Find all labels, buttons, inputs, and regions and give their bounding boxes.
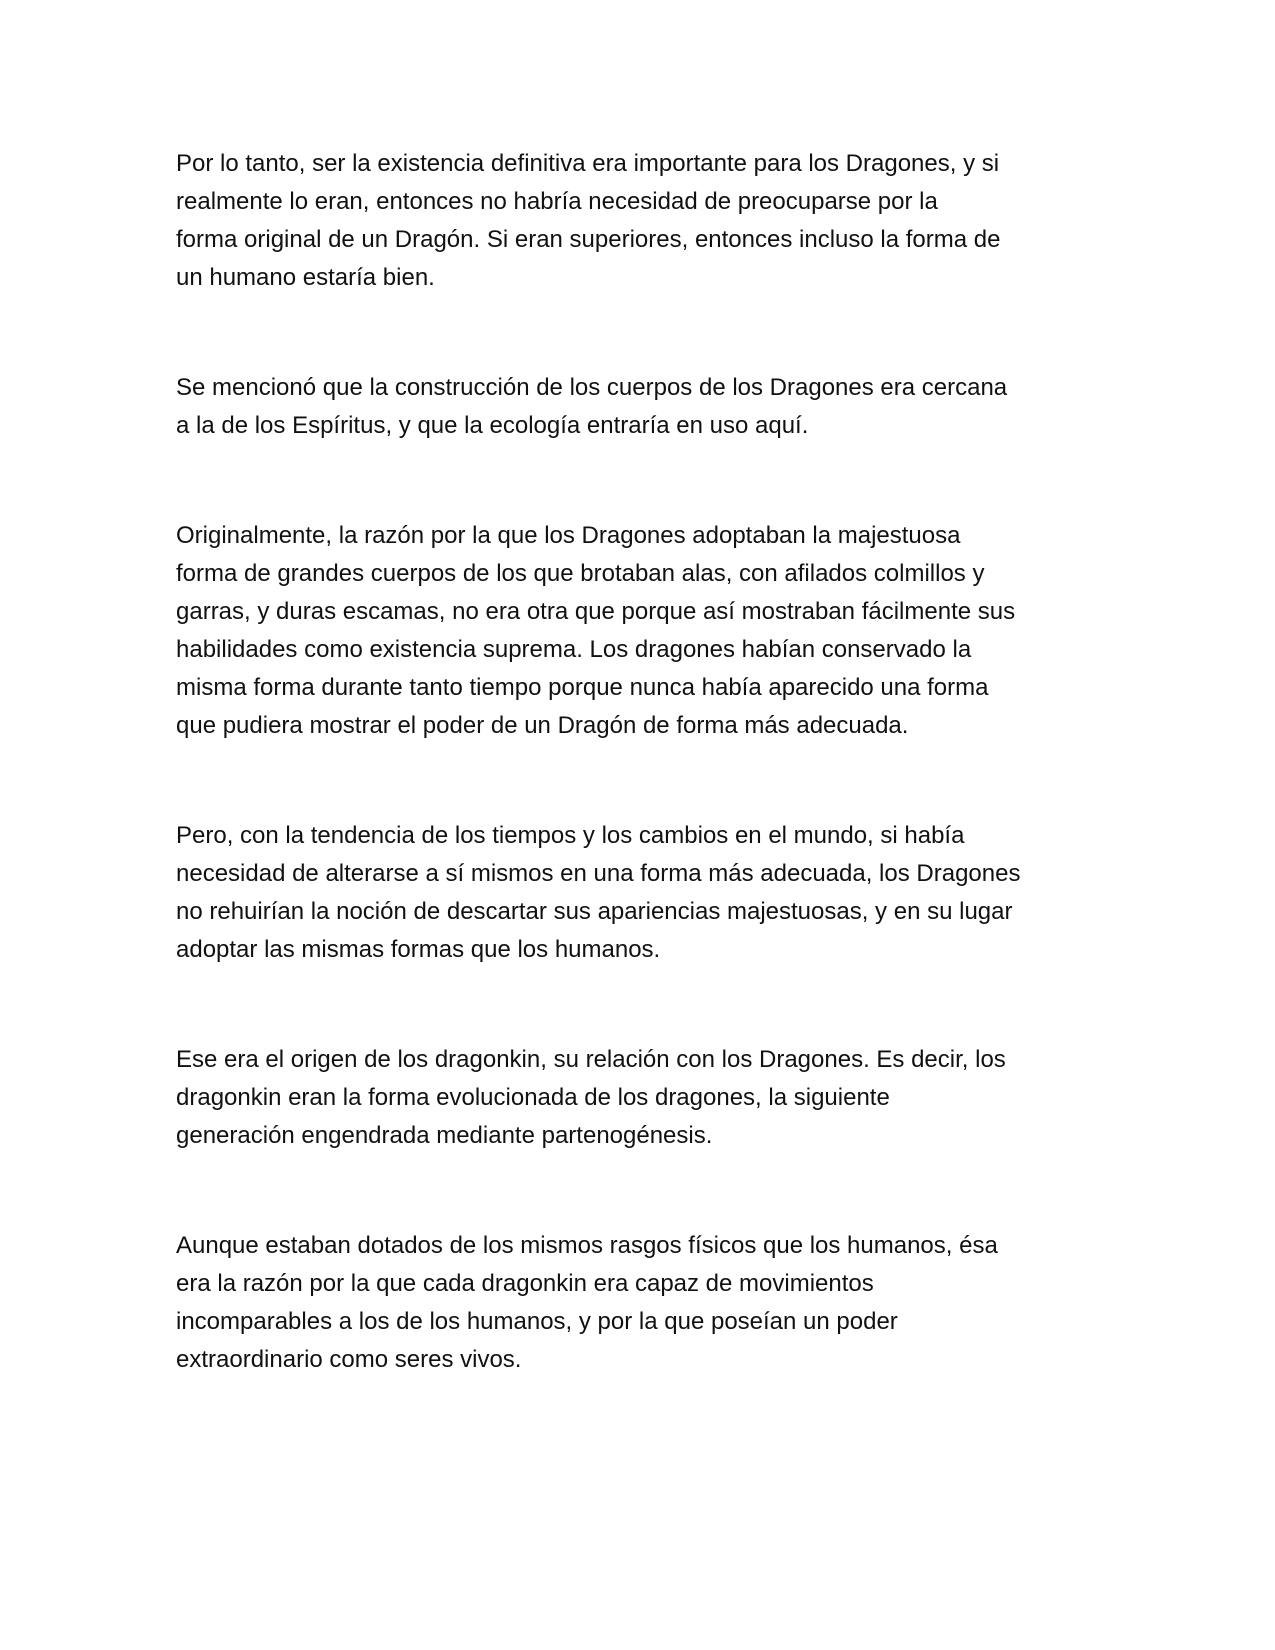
paragraph-line: Pero, con la tendencia de los tiempos y los cambios en el mundo, si había <box>176 822 965 849</box>
paragraph-line: era la razón por la que cada dragonkin era capaz de movimientos <box>176 1270 874 1297</box>
paragraph-line: garras, y duras escamas, no era otra que porque así mostraban fácilmente sus <box>176 598 1016 625</box>
paragraph-line: necesidad de alterarse a sí mismos en una forma más adecuada, los Dragones <box>176 860 1021 887</box>
paragraph-line: Aunque estaban dotados de los mismos rasgos físicos que los humanos, ésa <box>176 1232 998 1259</box>
paragraph-line: forma de grandes cuerpos de los que brotaban alas, con afilados colmillos y <box>176 560 985 587</box>
paragraph-line: un humano estaría bien. <box>176 264 435 291</box>
paragraph-line: dragonkin eran la forma evolucionada de los dragones, la siguiente <box>176 1084 890 1111</box>
paragraph-line: generación engendrada mediante partenogénesis. <box>176 1122 713 1149</box>
paragraph-line: Por lo tanto, ser la existencia definitiva era importante para los Dragones, y si <box>176 150 1000 177</box>
paragraph-1 <box>176 145 1101 297</box>
paragraph-2 <box>176 369 1101 445</box>
paragraph-line: Se mencionó que la construcción de los cuerpos de los Dragones era cercana <box>176 374 1008 401</box>
paragraph-4 <box>176 817 1101 969</box>
paragraph-line: no rehuirían la noción de descartar sus apariencias majestuosas, y en su lugar <box>176 898 1013 925</box>
paragraph-line: incomparables a los de los humanos, y por la que poseían un poder <box>176 1308 898 1335</box>
paragraph-line: a la de los Espíritus, y que la ecología entraría en uso aquí. <box>176 412 809 439</box>
paragraph-line: misma forma durante tanto tiempo porque nunca había aparecido una forma <box>176 674 989 701</box>
paragraph-line: que pudiera mostrar el poder de un Dragón de forma más adecuada. <box>176 712 909 739</box>
paragraph-line: Originalmente, la razón por la que los Dragones adoptaban la majestuosa <box>176 522 961 549</box>
document-body <box>176 145 1101 1379</box>
paragraph-3 <box>176 517 1101 745</box>
paragraph-line: extraordinario como seres vivos. <box>176 1346 522 1373</box>
paragraph-line: Ese era el origen de los dragonkin, su relación con los Dragones. Es decir, los <box>176 1046 1006 1073</box>
paragraph-line: forma original de un Dragón. Si eran superiores, entonces incluso la forma de <box>176 226 1001 253</box>
paragraph-line: adoptar las mismas formas que los humanos. <box>176 936 661 963</box>
paragraph-line: realmente lo eran, entonces no habría necesidad de preocuparse por la <box>176 188 938 215</box>
paragraph-6 <box>176 1227 1101 1379</box>
paragraph-line: habilidades como existencia suprema. Los dragones habían conservado la <box>176 636 972 663</box>
paragraph-5 <box>176 1041 1101 1155</box>
